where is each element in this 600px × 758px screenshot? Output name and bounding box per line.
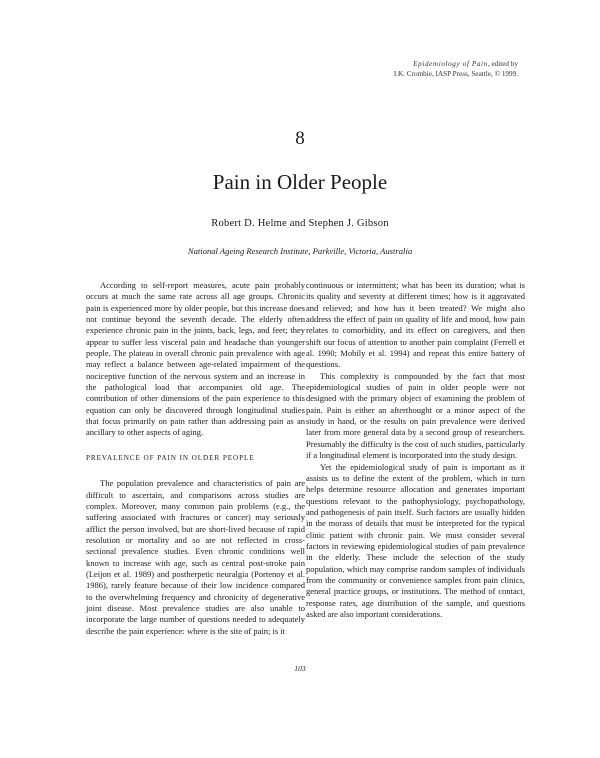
section-heading: PREVALENCE OF PAIN IN OLDER PEOPLE	[86, 453, 255, 462]
affiliation: National Ageing Research Institute, Parkville, Victoria, Australia	[187, 246, 413, 256]
body-paragraph: continuous or intermittent; what has been its duration; what is its quality and severity at different times; how is it aggravated and relieved; and how has it been treated? We might also address the effect of pain on quality of life and mood, how pain relates to comorbidity, and its effect on caregivers, and then shift our focus of attention to another pain complaint (Ferrell et al. 1990; Mobily et al. 1994) and repeat this entire battery of questions.	[306, 280, 525, 370]
citation-line-2: I.K. Crombie, IASP Press, Seattle, © 1999.	[393, 69, 518, 78]
chapter-title: Pain in Older People	[212, 170, 388, 194]
authors: Robert D. Helme and Stephen J. Gibson	[211, 218, 389, 229]
body-paragraph: According to self-report measures, acute pain probably occurs at much the same rate across all age groups. Chronic pain is experienced more by older people, but this increase does not continue beyond the seventh decade. The elderly often experience chronic pain in the joints, back, legs, and feet; they appear to suffer less visceral pain and headache than younger people. The plateau in overall chronic pain prevalence with age may reflect a balance between age-related impairment of the nociceptive function of the nervous system and an increase in the pathological load that accompanies old age. The contribution of other dimensions of the pain experience to this equation can only be discovered through longitudinal studies that focus primarily on pain rather than addressing pain as an ancillary to other aspects of aging.	[86, 280, 305, 438]
right-column	[306, 280, 525, 620]
chapter-number: 8	[295, 128, 305, 149]
citation-editor: , edited by	[487, 60, 518, 68]
body-paragraph: The population prevalence and characteristics of pain are difficult to ascertain, and comparisons across studies are complex. Moreover, many common pain problems (e.g., the suffering associated with fractures or cancer) may seriously afflict the person involved, but are short-lived because of rapid resolution or mortality and so are not reflected in cross-sectional prevalence studies. Even chronic conditions well known to increase with age, such as central post-stroke pain (Leijon et al. 1989) and postherpetic neuralgia (Portenoy et al. 1986), rarely feature because of their low incidence compared to the overwhelming frequency and chronicity of degenerative joint disease. Most prevalence studies are also unable to incorporate the large number of questions needed to adequately describe the pain experience: where is the site of pain; is it	[86, 478, 305, 636]
left-column	[86, 280, 305, 637]
citation-header	[278, 60, 518, 79]
body-paragraph: This complexity is compounded by the fact that most epidemiological studies of pain in older people were not designed with the primary object of examining the problem of pain. Pain is either an afterthought or a minor aspect of the study in hand, or the results on pain prevalence were derived later from more general data by a second group of researchers. Presumably the difficulty is the cost of such studies, particularly if a longitudinal element is incorporated into the study design.	[306, 370, 525, 461]
page-number: 103	[294, 664, 306, 673]
body-paragraph: Yet the epidemiological study of pain is important as it assists us to define the extent of the problem, which in turn helps determine resource allocation and generates important questions relevant to the pathophysiology, psychopathology, and pathogenesis of pain itself. Such factors are usually hidden in the morass of details that must be interpreted for the typical clinic patient with chronic pain. We must consider several factors in reviewing epidemiological studies of pain prevalence in the elderly. These include the selection of the study population, which may comprise random samples of individuals from the community or convenience samples from pain clinics, general practice groups, or institutions. The method of contact, response rates, age distribution of the sample, and questions asked are also important considerations.	[306, 461, 525, 619]
journal-title: Epidemiology of Pain	[413, 60, 488, 68]
citation-line-1	[278, 60, 518, 70]
